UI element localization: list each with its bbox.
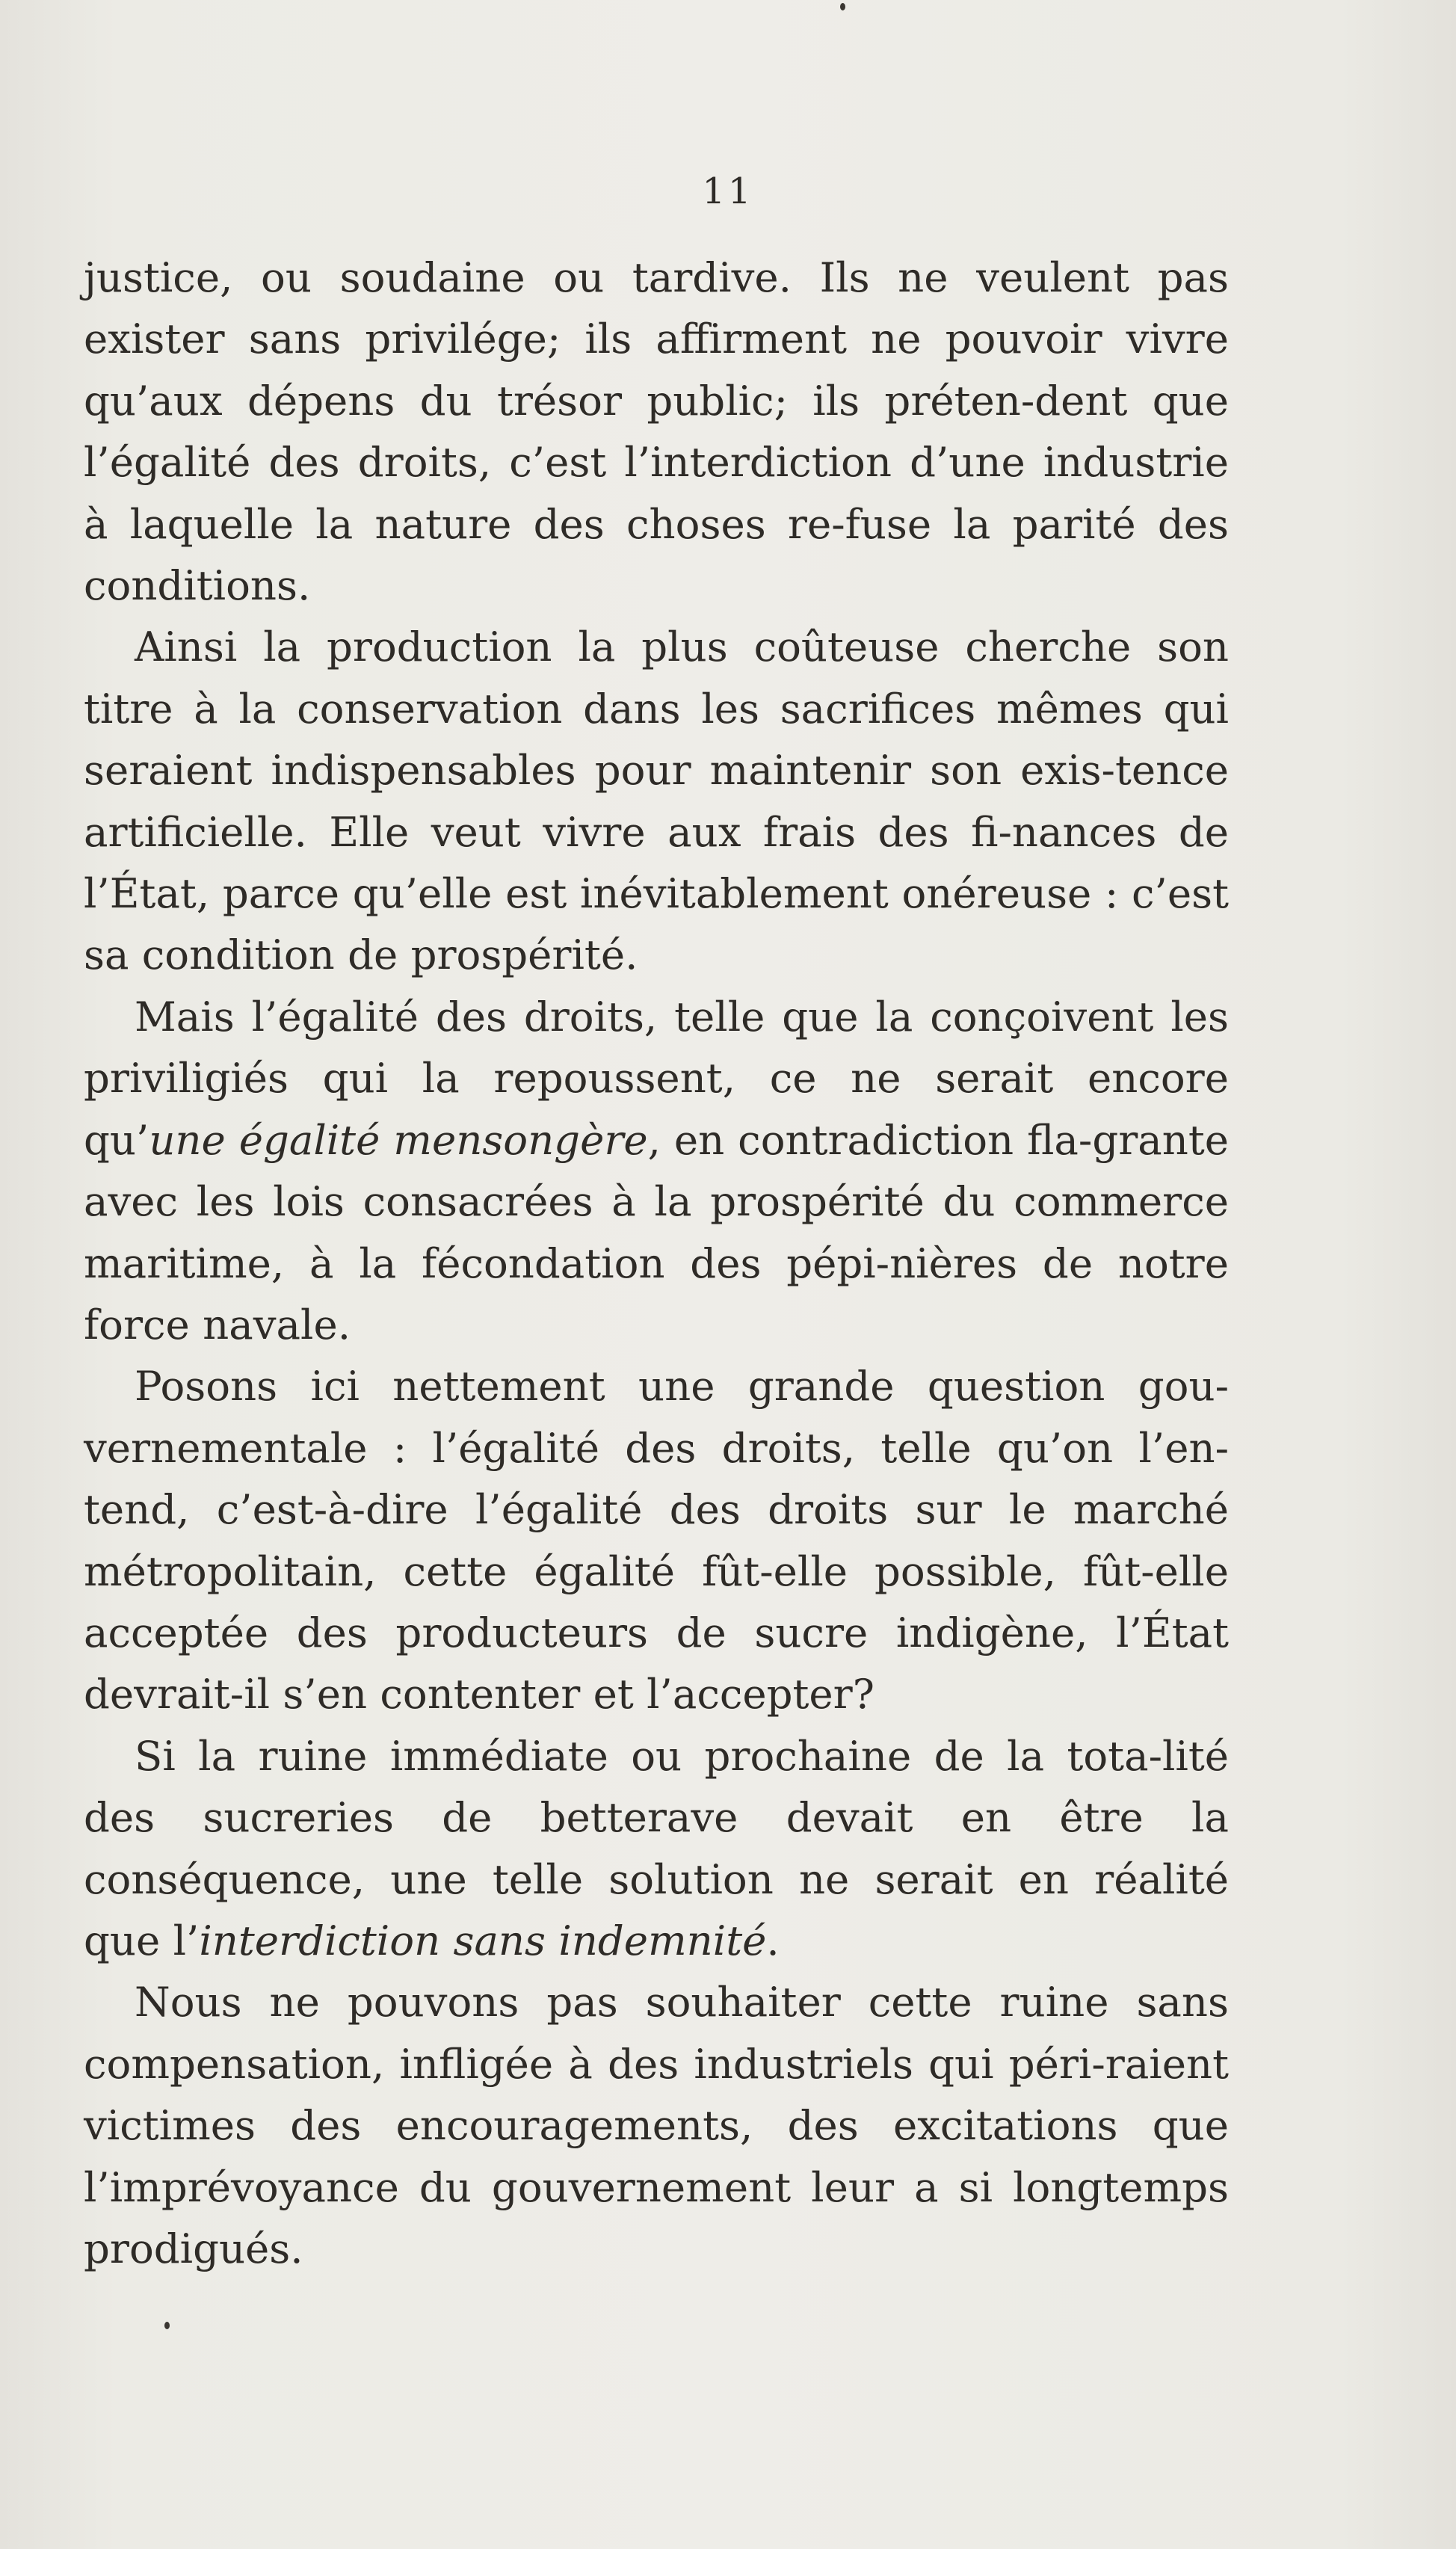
paragraph (84, 1355, 1229, 1724)
paragraph (84, 616, 1229, 985)
paragraph (84, 1725, 1229, 1972)
paragraph (84, 1971, 1229, 2279)
text-run: , en contradiction fla-grante avec les lois consacrées à la prospérité du commerce maritime, à la fécondation des pépi-nières de notre force navale. (84, 1115, 1230, 1349)
ink-speck (164, 2322, 170, 2329)
text-run: Ainsi la production la plus coûteuse cherche son titre à la conservation dans les sacrifices mêmes qui seraient indispensables pour maintenir son exis-tence artificielle. Elle veut vivre aux frais des fi-nances de l’État, parce qu’elle est inévitablement onéreuse : c’est sa condition de prospérité. (84, 623, 1229, 979)
page-number: 11 (702, 170, 754, 212)
paragraph (84, 247, 1229, 616)
text-run: Nous ne pouvons pas souhaiter cette ruine sans compensation, infligée à des industriels qui péri-raient victimes des encouragements, des excitations que l’imprévoyance du gouvernement leur a si longtemps prodigués. (84, 1978, 1229, 2272)
text-run: Mais l’égalité des droits, telle que la conçoivent les priviligiés qui la repoussent, ce ne serait encore qu’ (84, 992, 1229, 1164)
text-run: justice, ou soudaine ou tardive. Ils ne veulent pas exister sans privilége; ils affirment ne pouvoir vivre qu’aux dépens du trésor public; ils préten-dent que l’égalité des droits, c’est l’interdiction d’une industrie à laquelle la nature des choses re-fuse la parité des conditions. (84, 253, 1229, 610)
paragraph (84, 986, 1229, 1355)
text-run: . (766, 1916, 780, 1964)
italic-text-run: interdiction sans indemnité (199, 1916, 767, 1964)
body-text (84, 247, 1229, 2279)
ink-speck (840, 3, 845, 10)
italic-text-run: une égalité mensongère (149, 1115, 648, 1164)
text-run: Si la ruine immédiate ou prochaine de la tota-lité des sucreries de betterave devait en être la conséquence, une telle solution ne serait en réalité que l’ (84, 1731, 1229, 1964)
text-run: Posons ici nettement une grande question gou-vernementale : l’égalité des droits, telle qu’on l’en-tend, c’est-à-dire l’égalité des droits sur le marché métropolitain, cette égalité fût-elle possible, fût-elle acceptée des producteurs de sucre indigène, l’État devrait-il s’en contenter et l’accepter? (84, 1362, 1229, 1719)
